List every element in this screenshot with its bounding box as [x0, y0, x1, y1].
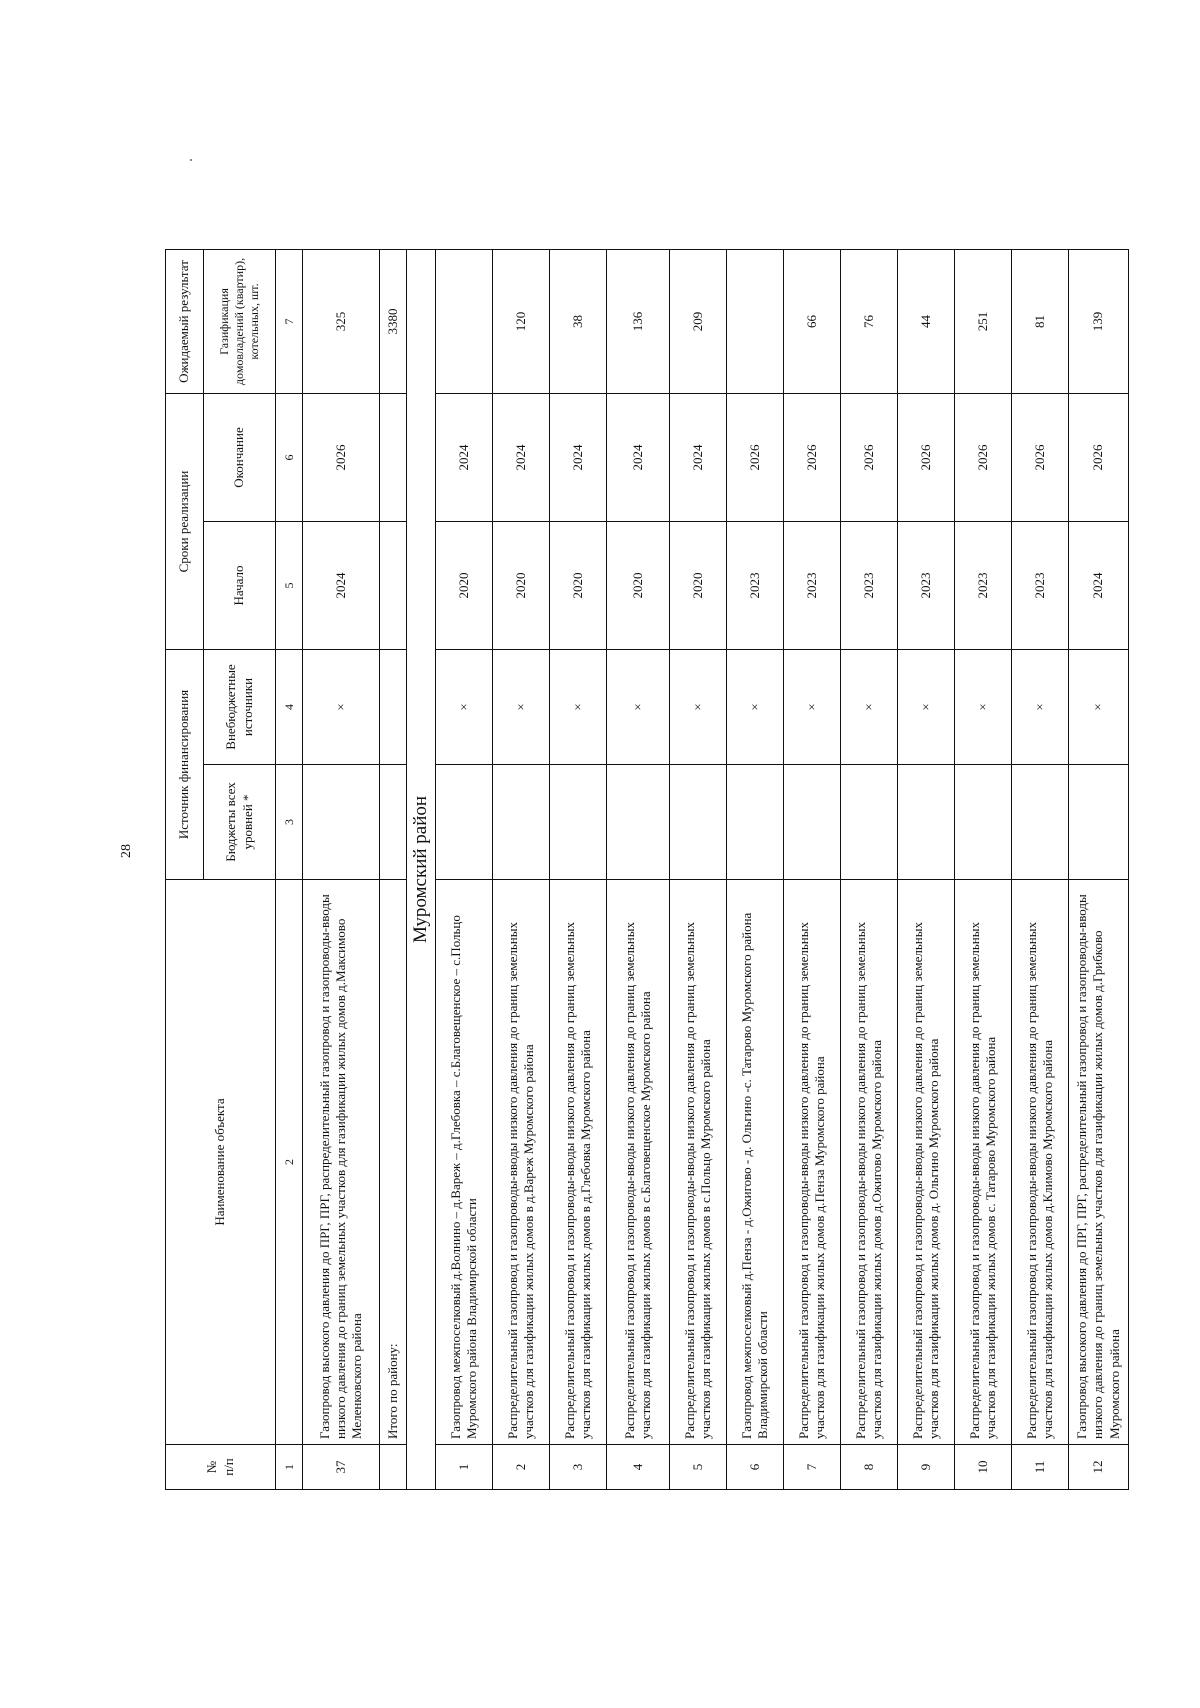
- table-row: [727, 249, 784, 1489]
- row-name: Газопровод высокого давления до ПРГ, ПРГ, распределительный газопровод и газопроводы-вводы низкого давления до границ земельных участков для газификации жилых домов д.Грибково Муромского района: [1069, 880, 1129, 1445]
- table-row: [670, 249, 727, 1489]
- row-extra: ×: [436, 650, 493, 765]
- row-name: Газопровод межпоселковый д.Пенза - д.Ожигово - д. Ольгино -с. Татарово Муромского района Владимирской области: [727, 880, 784, 1445]
- row-result: 136: [607, 249, 670, 393]
- row-start: 2023: [841, 522, 898, 650]
- row-result: 139: [1069, 249, 1129, 393]
- table-row: [303, 249, 380, 1489]
- row-name: Распределительный газопровод и газопроводы-вводы низкого давления до границ земельных участков для газификации жилых домов д.Климово Муромского района: [1012, 880, 1069, 1445]
- row-name: Распределительный газопровод и газопроводы-вводы низкого давления до границ земельных участков для газификации жилых домов в с.Польцо Муромского района: [670, 880, 727, 1445]
- row-extra: ×: [607, 650, 670, 765]
- row-start: 2023: [727, 522, 784, 650]
- row-end: 2026: [303, 393, 380, 521]
- row-result: 209: [670, 249, 727, 393]
- table-row: [841, 249, 898, 1489]
- header-terms: Сроки реализации: [166, 393, 204, 649]
- row-extra: ×: [1069, 650, 1129, 765]
- row-budgets: [493, 765, 550, 880]
- row-end: 2026: [1012, 393, 1069, 521]
- table-row: [436, 249, 493, 1489]
- row-budgets: [784, 765, 841, 880]
- row-end: 2026: [898, 393, 955, 521]
- row-budgets: [1012, 765, 1069, 880]
- row-result: 66: [784, 249, 841, 393]
- row-end: 2024: [550, 393, 607, 521]
- table-row: [493, 249, 550, 1489]
- row-result: 76: [841, 249, 898, 393]
- row-result: 44: [898, 249, 955, 393]
- row-extra: ×: [841, 650, 898, 765]
- scan-speck: [190, 159, 192, 161]
- row-extra: ×: [898, 650, 955, 765]
- row-start: 2020: [493, 522, 550, 650]
- row-extra: ×: [784, 650, 841, 765]
- table-row: [784, 249, 841, 1489]
- row-start: 2020: [607, 522, 670, 650]
- row-start: 2023: [1012, 522, 1069, 650]
- row-num: 7: [784, 1445, 841, 1490]
- row-num: 9: [898, 1445, 955, 1490]
- row-budgets: [898, 765, 955, 880]
- row-name: Газопровод высокого давления до ПРГ, ПРГ, распределительный газопровод и газопроводы-вводы низкого давления до границ земельных участков для газификации жилых домов д.Максимово Меленковского района: [303, 880, 380, 1445]
- row-name: Распределительный газопровод и газопроводы-вводы низкого давления до границ земельных участков для газификации жилых домов в с.Благовещенское Муромского района: [607, 880, 670, 1445]
- row-end: 2026: [784, 393, 841, 521]
- row-start: 2024: [1069, 522, 1129, 650]
- header-expected: Ожидаемый результат: [166, 249, 204, 393]
- row-num: 1: [436, 1445, 493, 1490]
- row-name: Распределительный газопровод и газопроводы-вводы низкого давления до границ земельных участков для газификации жилых домов д.Пенза Муромского района: [784, 880, 841, 1445]
- row-result: [436, 249, 493, 393]
- row-extra: ×: [493, 650, 550, 765]
- gasification-table-container: [165, 250, 1200, 1490]
- row-budgets: [841, 765, 898, 880]
- row-end: 2026: [841, 393, 898, 521]
- row-start: 2020: [550, 522, 607, 650]
- table-row: [1012, 249, 1069, 1489]
- row-end: 2024: [493, 393, 550, 521]
- row-num: 12: [1069, 1445, 1129, 1490]
- row-result: [727, 249, 784, 393]
- total-row: [380, 249, 407, 1489]
- row-name: Распределительный газопровод и газопроводы-вводы низкого давления до границ земельных участков для газификации жилых домов в д.Вареж Муромского района: [493, 880, 550, 1445]
- table-row: [955, 249, 1012, 1489]
- row-result: 38: [550, 249, 607, 393]
- row-num: 10: [955, 1445, 1012, 1490]
- column-number: 7: [276, 249, 303, 393]
- row-budgets: [670, 765, 727, 880]
- district-heading-row: [407, 249, 436, 1489]
- row-result: 251: [955, 249, 1012, 393]
- row-start: 2024: [303, 522, 380, 650]
- total-value: 3380: [380, 249, 407, 393]
- row-start: 2023: [784, 522, 841, 650]
- row-end: 2024: [436, 393, 493, 521]
- row-start: 2023: [955, 522, 1012, 650]
- row-budgets: [607, 765, 670, 880]
- row-num: 11: [1012, 1445, 1069, 1490]
- row-end: 2026: [1069, 393, 1129, 521]
- row-end: 2026: [727, 393, 784, 521]
- row-num: 6: [727, 1445, 784, 1490]
- row-extra: ×: [955, 650, 1012, 765]
- header-name: Наименование объекта: [166, 880, 276, 1445]
- row-name: Газопровод межпоселковый д.Волнино – д.Вареж – д.Глебовка – с.Благовещенское – с.Польцо Муромского района Владимирской области: [436, 880, 493, 1445]
- row-budgets: [727, 765, 784, 880]
- header-extra-budget: Внебюджетные источники: [204, 650, 276, 765]
- row-extra: ×: [1012, 650, 1069, 765]
- table-row: [550, 249, 607, 1489]
- header-financing: Источник финансирования: [166, 650, 204, 880]
- row-budgets: [1069, 765, 1129, 880]
- row-result: 325: [303, 249, 380, 393]
- row-budgets: [436, 765, 493, 880]
- header-gasification: Газификация домовладений (квартир), котельных, шт.: [204, 249, 276, 393]
- district-heading: Муромский район: [407, 249, 436, 1489]
- row-num: 5: [670, 1445, 727, 1490]
- row-extra: ×: [303, 650, 380, 765]
- row-start: 2020: [436, 522, 493, 650]
- header-end: Окончание: [204, 393, 276, 521]
- row-num: 4: [607, 1445, 670, 1490]
- header-start: Начало: [204, 522, 276, 650]
- header-num: № п/п: [166, 1445, 276, 1490]
- row-num: 3: [550, 1445, 607, 1490]
- row-budgets: [955, 765, 1012, 880]
- column-number: 3: [276, 765, 303, 880]
- row-budgets: [303, 765, 380, 880]
- row-start: 2023: [898, 522, 955, 650]
- row-end: 2024: [670, 393, 727, 521]
- row-result: 120: [493, 249, 550, 393]
- column-number: 4: [276, 650, 303, 765]
- row-name: Распределительный газопровод и газопроводы-вводы низкого давления до границ земельных участков для газификации жилых домов д. Ольгино Муромского района: [898, 880, 955, 1445]
- page-number: 28: [119, 844, 134, 858]
- table-row: [898, 249, 955, 1489]
- row-extra: ×: [727, 650, 784, 765]
- total-label: Итого по району:: [380, 880, 407, 1445]
- row-end: 2024: [607, 393, 670, 521]
- table-row: [607, 249, 670, 1489]
- row-name: Распределительный газопровод и газопроводы-вводы низкого давления до границ земельных участков для газификации жилых домов в д.Глебовка Муромского района: [550, 880, 607, 1445]
- row-name: Распределительный газопровод и газопроводы-вводы низкого давления до границ земельных участков для газификации жилых домов с. Татарово Муромского района: [955, 880, 1012, 1445]
- row-result: 81: [1012, 249, 1069, 393]
- row-name: Распределительный газопровод и газопроводы-вводы низкого давления до границ земельных участков для газификации жилых домов д.Ожигово Муромского района: [841, 880, 898, 1445]
- row-end: 2026: [955, 393, 1012, 521]
- row-num: 37: [303, 1445, 380, 1490]
- row-budgets: [550, 765, 607, 880]
- column-number: 1: [276, 1445, 303, 1490]
- row-extra: ×: [670, 650, 727, 765]
- header-budgets: Бюджеты всех уровней *: [204, 765, 276, 880]
- column-number: 5: [276, 522, 303, 650]
- district-rows: [436, 249, 1129, 1489]
- column-number: 2: [276, 880, 303, 1445]
- column-number: 6: [276, 393, 303, 521]
- row-extra: ×: [550, 650, 607, 765]
- table-row: [1069, 249, 1129, 1489]
- gasification-table: [165, 249, 1129, 1490]
- row-start: 2020: [670, 522, 727, 650]
- row-num: 2: [493, 1445, 550, 1490]
- row-num: 8: [841, 1445, 898, 1490]
